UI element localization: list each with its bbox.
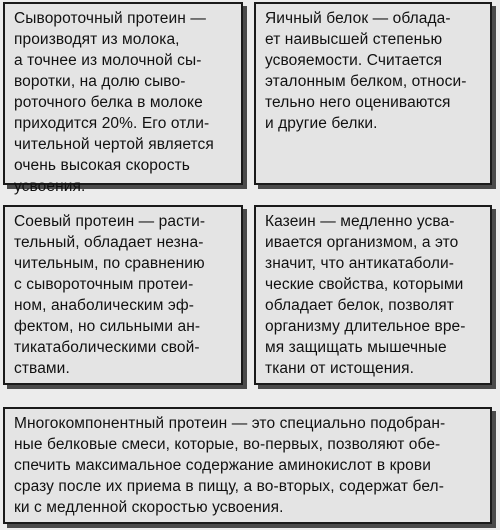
soy-protein-card bbox=[3, 205, 243, 385]
whey-protein-text: Сывороточный протеин — производят из молока, а точнее из молочной сы- воротки, на долю сыво- роточного белка в молоке приходится 20%. Его отли- чительной чертой является очень высокая скорость усвоения. bbox=[14, 10, 214, 195]
multicomponent-protein-text: Многокомпонентный протеин — это специально подобран- ные белковые смеси, которые, во-первых, позволяют обе- спечить максимальное содержание аминокислот в крови сразу после их приема в пищу, а во-вторых, содержат бел- ки с медленной скоростью усвоения. bbox=[14, 415, 446, 516]
egg-protein-card bbox=[254, 2, 492, 185]
egg-protein-text: Яичный белок — облада- ет наивысшей степенью усвояемости. Считается эталонным белком, относи- тельно него оцениваются и другие белки. bbox=[265, 10, 467, 132]
soy-protein-text: Соевый протеин — расти- тельный, обладает незна- чительным, по сравнению с сывороточным протеи- ном, анаболическим эф- фектом, но сильными ан- тикатаболическими свой- ствами. bbox=[14, 213, 206, 377]
whey-protein-card bbox=[3, 2, 243, 195]
multicomponent-protein-card bbox=[3, 407, 492, 524]
casein-text: Казеин — медленно усва- ивается организмом, а это значит, что антикатаболи- ческие свойства, которыми обладает белок, позволят организму длительное вре- мя защищать мышечные ткани от истощения. bbox=[265, 213, 466, 377]
casein-card bbox=[254, 205, 492, 385]
